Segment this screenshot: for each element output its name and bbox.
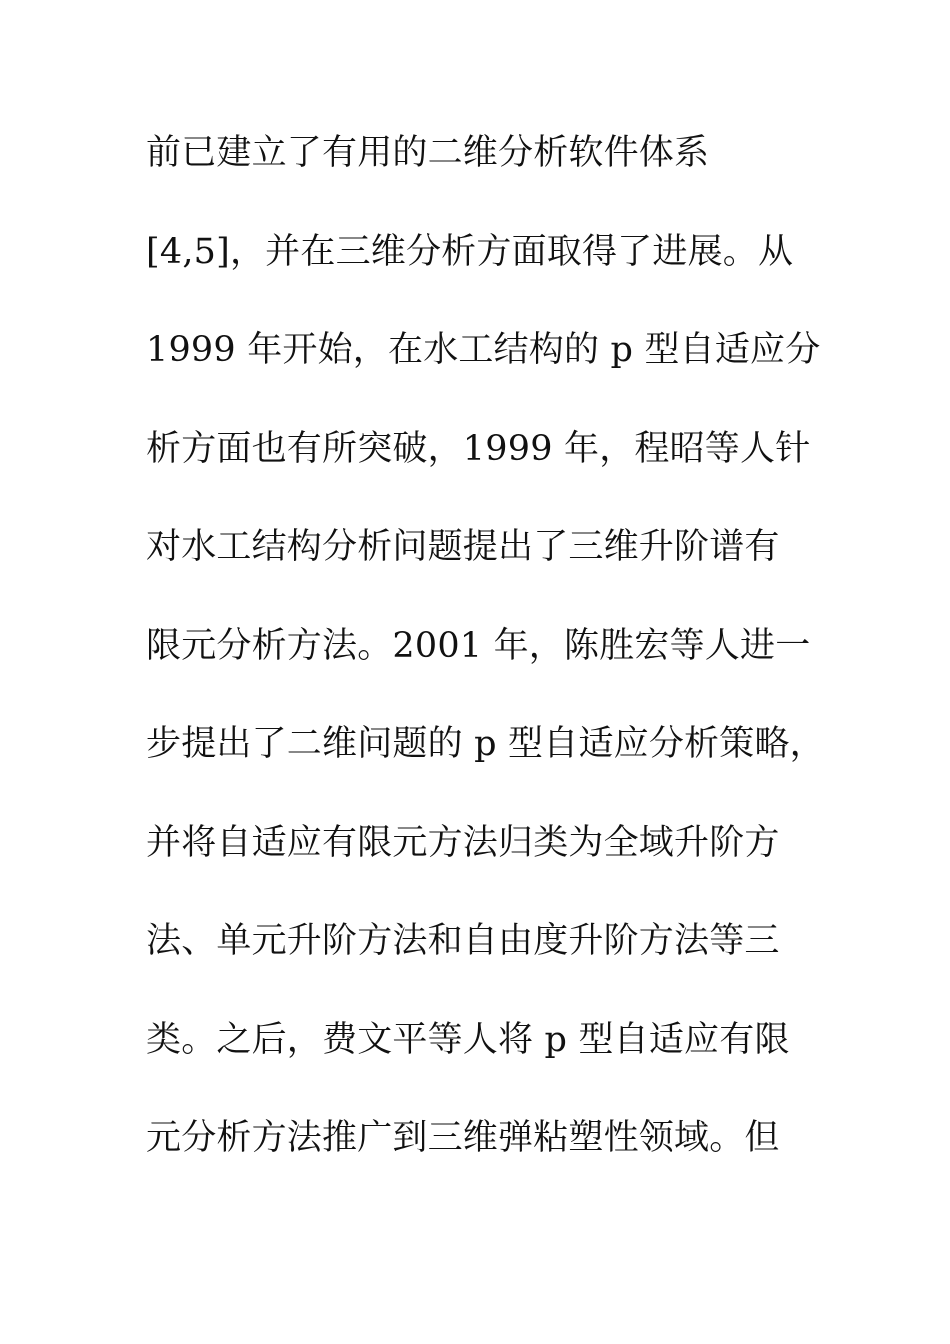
text-line-11: 元分析方法推广到三维弹粘塑性领域。但 [146,1118,780,1158]
text-line-3: 1999 年开始，在水工结构的 p 型自适应分 [146,330,821,370]
body-paragraph [146,122,826,1206]
text-line-7: 步提出了二维问题的 p 型自适应分析策略， [146,724,825,764]
text-line-9: 法、单元升阶方法和自由度升阶方法等三 [146,921,780,961]
text-line-5: 对水工结构分析问题提出了三维升阶谱有 [146,527,780,567]
text-line-6: 限元分析方法。2001 年，陈胜宏等人进一 [146,625,811,666]
text-line-4: 析方面也有所突破，1999 年，程昭等人针 [146,428,811,469]
text-line-2: [4,5]，并在三维分析方面取得了进展。从 [146,231,794,272]
text-line-8: 并将自适应有限元方法归类为全域升阶方 [146,822,780,863]
text-line-1: 前已建立了有用的二维分析软件体系 [146,133,710,173]
text-line-10: 类。之后，费文平等人将 p 型自适应有限 [146,1019,790,1060]
